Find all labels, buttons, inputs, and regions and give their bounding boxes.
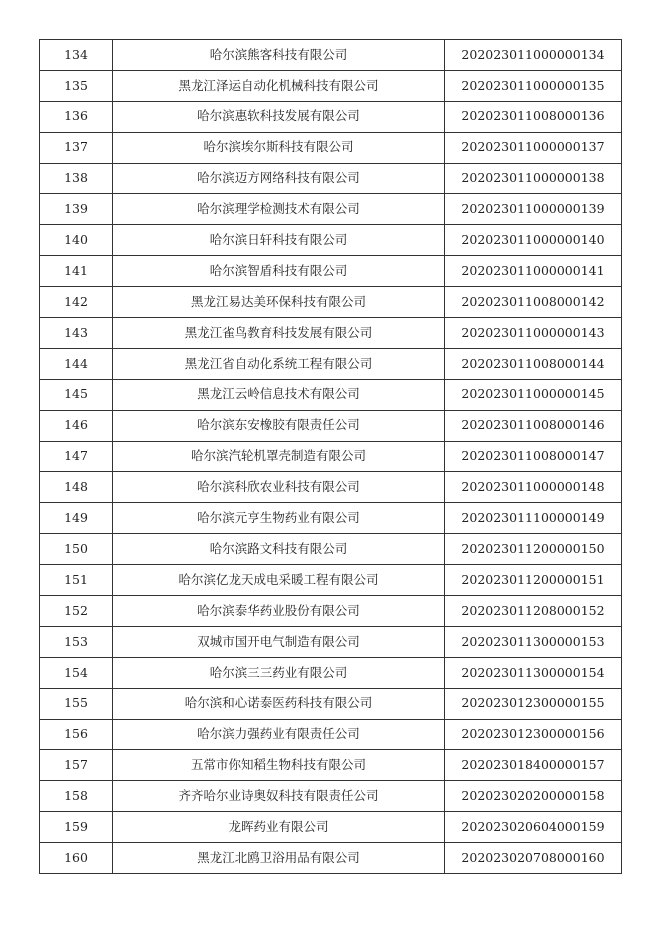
registration-code-cell: 202023011200000151 bbox=[445, 565, 622, 596]
serial-number-cell: 139 bbox=[40, 194, 113, 225]
table-row bbox=[40, 657, 622, 688]
table-row bbox=[40, 348, 622, 379]
table-row bbox=[40, 565, 622, 596]
company-name-cell: 哈尔滨亿龙天成电采暖工程有限公司 bbox=[113, 565, 445, 596]
serial-number-cell: 137 bbox=[40, 132, 113, 163]
registration-code-cell: 202023011000000134 bbox=[445, 40, 622, 71]
registration-code-cell: 202023011000000143 bbox=[445, 318, 622, 349]
company-name-cell: 哈尔滨力强药业有限责任公司 bbox=[113, 719, 445, 750]
table-row bbox=[40, 441, 622, 472]
company-name-cell: 五常市你知稻生物科技有限公司 bbox=[113, 750, 445, 781]
registration-code-cell: 202023012300000155 bbox=[445, 688, 622, 719]
table-row bbox=[40, 163, 622, 194]
table-row bbox=[40, 472, 622, 503]
company-name-cell: 哈尔滨埃尔斯科技有限公司 bbox=[113, 132, 445, 163]
company-name-cell: 黑龙江北鸥卫浴用品有限公司 bbox=[113, 843, 445, 874]
company-name-cell: 哈尔滨三三药业有限公司 bbox=[113, 657, 445, 688]
table-row bbox=[40, 843, 622, 874]
serial-number-cell: 148 bbox=[40, 472, 113, 503]
registration-code-cell: 202023011000000141 bbox=[445, 256, 622, 287]
registration-code-cell: 202023011000000139 bbox=[445, 194, 622, 225]
company-name-cell: 双城市国开电气制造有限公司 bbox=[113, 626, 445, 657]
table-row bbox=[40, 750, 622, 781]
serial-number-cell: 144 bbox=[40, 348, 113, 379]
registration-code-cell: 202023011000000138 bbox=[445, 163, 622, 194]
serial-number-cell: 159 bbox=[40, 812, 113, 843]
company-name-cell: 齐齐哈尔业诗奥奴科技有限责任公司 bbox=[113, 781, 445, 812]
table-row bbox=[40, 194, 622, 225]
serial-number-cell: 140 bbox=[40, 225, 113, 256]
registration-code-cell: 202023011300000154 bbox=[445, 657, 622, 688]
registration-code-cell: 202023011008000147 bbox=[445, 441, 622, 472]
serial-number-cell: 147 bbox=[40, 441, 113, 472]
table-row bbox=[40, 318, 622, 349]
table-row bbox=[40, 101, 622, 132]
company-name-cell: 黑龙江云岭信息技术有限公司 bbox=[113, 379, 445, 410]
serial-number-cell: 155 bbox=[40, 688, 113, 719]
table-row bbox=[40, 40, 622, 71]
company-name-cell: 哈尔滨路文科技有限公司 bbox=[113, 534, 445, 565]
serial-number-cell: 141 bbox=[40, 256, 113, 287]
serial-number-cell: 152 bbox=[40, 596, 113, 627]
table-row bbox=[40, 410, 622, 441]
table-row bbox=[40, 132, 622, 163]
company-name-cell: 黑龙江泽运自动化机械科技有限公司 bbox=[113, 70, 445, 101]
serial-number-cell: 138 bbox=[40, 163, 113, 194]
registration-code-cell: 202023011008000146 bbox=[445, 410, 622, 441]
serial-number-cell: 154 bbox=[40, 657, 113, 688]
serial-number-cell: 142 bbox=[40, 287, 113, 318]
serial-number-cell: 156 bbox=[40, 719, 113, 750]
serial-number-cell: 160 bbox=[40, 843, 113, 874]
table-row bbox=[40, 812, 622, 843]
serial-number-cell: 149 bbox=[40, 503, 113, 534]
company-name-cell: 哈尔滨理学检测技术有限公司 bbox=[113, 194, 445, 225]
company-name-cell: 哈尔滨东安橡胶有限责任公司 bbox=[113, 410, 445, 441]
company-name-cell: 哈尔滨熊客科技有限公司 bbox=[113, 40, 445, 71]
registration-code-cell: 202023011008000144 bbox=[445, 348, 622, 379]
registration-code-cell: 202023011008000136 bbox=[445, 101, 622, 132]
registration-code-cell: 202023011000000148 bbox=[445, 472, 622, 503]
registration-code-cell: 202023018400000157 bbox=[445, 750, 622, 781]
company-name-cell: 哈尔滨日轩科技有限公司 bbox=[113, 225, 445, 256]
company-name-cell: 哈尔滨元亨生物药业有限公司 bbox=[113, 503, 445, 534]
table-row bbox=[40, 225, 622, 256]
registration-code-cell: 202023011100000149 bbox=[445, 503, 622, 534]
company-name-cell: 黑龙江省自动化系统工程有限公司 bbox=[113, 348, 445, 379]
registration-code-cell: 202023020604000159 bbox=[445, 812, 622, 843]
company-name-cell: 哈尔滨汽轮机罩壳制造有限公司 bbox=[113, 441, 445, 472]
registration-code-cell: 202023011000000140 bbox=[445, 225, 622, 256]
table-row bbox=[40, 534, 622, 565]
serial-number-cell: 146 bbox=[40, 410, 113, 441]
company-name-cell: 哈尔滨科欣农业科技有限公司 bbox=[113, 472, 445, 503]
table-row bbox=[40, 781, 622, 812]
table-row bbox=[40, 719, 622, 750]
registration-code-cell: 202023020708000160 bbox=[445, 843, 622, 874]
company-registry-table bbox=[39, 39, 622, 874]
registration-code-cell: 202023011300000153 bbox=[445, 626, 622, 657]
registration-code-cell: 202023011208000152 bbox=[445, 596, 622, 627]
table-row bbox=[40, 287, 622, 318]
registration-code-cell: 202023011000000145 bbox=[445, 379, 622, 410]
serial-number-cell: 135 bbox=[40, 70, 113, 101]
registration-code-cell: 202023011008000142 bbox=[445, 287, 622, 318]
serial-number-cell: 145 bbox=[40, 379, 113, 410]
table-row bbox=[40, 256, 622, 287]
registration-code-cell: 202023011000000135 bbox=[445, 70, 622, 101]
serial-number-cell: 143 bbox=[40, 318, 113, 349]
serial-number-cell: 150 bbox=[40, 534, 113, 565]
company-name-cell: 哈尔滨智盾科技有限公司 bbox=[113, 256, 445, 287]
serial-number-cell: 158 bbox=[40, 781, 113, 812]
table-row bbox=[40, 70, 622, 101]
registration-code-cell: 202023011000000137 bbox=[445, 132, 622, 163]
company-name-cell: 黑龙江易达美环保科技有限公司 bbox=[113, 287, 445, 318]
table-row bbox=[40, 688, 622, 719]
table-row bbox=[40, 596, 622, 627]
company-name-cell: 哈尔滨泰华药业股份有限公司 bbox=[113, 596, 445, 627]
table-row bbox=[40, 379, 622, 410]
company-name-cell: 哈尔滨迈方网络科技有限公司 bbox=[113, 163, 445, 194]
company-name-cell: 哈尔滨和心诺泰医药科技有限公司 bbox=[113, 688, 445, 719]
serial-number-cell: 134 bbox=[40, 40, 113, 71]
serial-number-cell: 136 bbox=[40, 101, 113, 132]
table-row bbox=[40, 503, 622, 534]
registration-code-cell: 202023011200000150 bbox=[445, 534, 622, 565]
company-name-cell: 龙晖药业有限公司 bbox=[113, 812, 445, 843]
table-body bbox=[40, 40, 622, 874]
table-row bbox=[40, 626, 622, 657]
registration-code-cell: 202023020200000158 bbox=[445, 781, 622, 812]
company-name-cell: 黑龙江雀鸟教育科技发展有限公司 bbox=[113, 318, 445, 349]
registration-code-cell: 202023012300000156 bbox=[445, 719, 622, 750]
serial-number-cell: 157 bbox=[40, 750, 113, 781]
serial-number-cell: 153 bbox=[40, 626, 113, 657]
company-name-cell: 哈尔滨惠软科技发展有限公司 bbox=[113, 101, 445, 132]
serial-number-cell: 151 bbox=[40, 565, 113, 596]
